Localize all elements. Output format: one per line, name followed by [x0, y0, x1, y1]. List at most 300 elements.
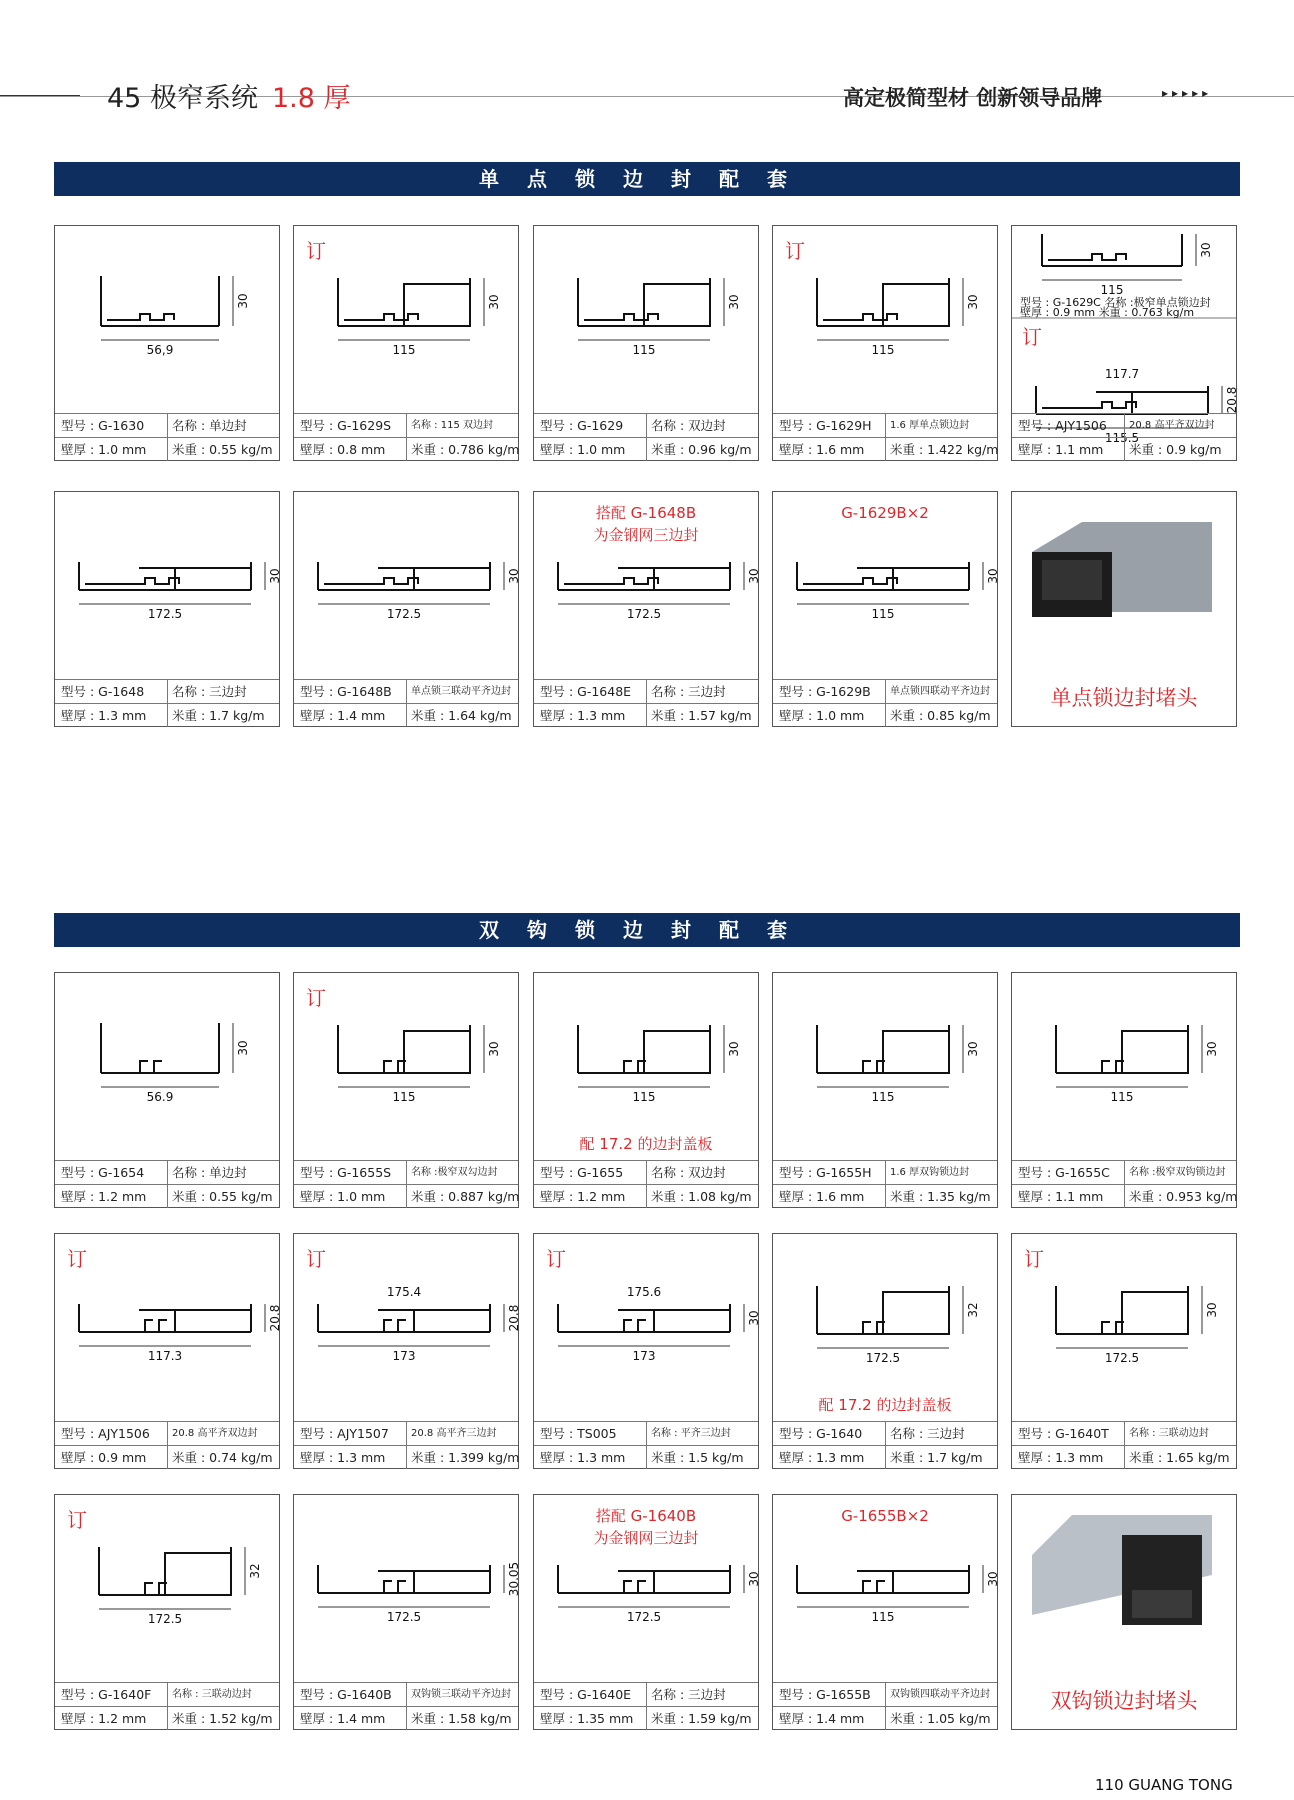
profile-drawing: [99, 1547, 231, 1595]
width-dimension: 117.3: [147, 1349, 183, 1363]
width-dimension: 115: [871, 607, 895, 621]
brand-slogan: 高定极简型材 创新领导品牌: [843, 86, 1103, 110]
profile-drawing: [1056, 1025, 1188, 1073]
product-card: [772, 225, 998, 461]
page-footer: 110 GUANG TONG: [1095, 1776, 1233, 1794]
end-cap-photo: [1032, 1515, 1212, 1625]
wall-cell: 壁厚 : 1.2 mm: [61, 1189, 147, 1204]
hook-rib: [624, 1320, 632, 1332]
profile-figure: [55, 1234, 282, 1422]
name-cell: 名称 : 单边封: [167, 1161, 279, 1184]
name-cell: 名称 : 单边封: [167, 414, 279, 437]
dimension-lines: [817, 1025, 963, 1087]
weight-cell: 米重 : 0.55 kg/m: [167, 1185, 279, 1208]
match-note-line: 搭配 G-1640B: [595, 1507, 697, 1525]
profile-drawing: [338, 278, 470, 326]
weight-cell: 米重 : 1.65 kg/m: [1124, 1446, 1236, 1469]
name-cell: 双钩锁四联动平齐边封: [885, 1683, 997, 1706]
wall-cell: 壁厚 : 1.6 mm: [779, 442, 865, 457]
profile-drawing: [318, 1565, 490, 1593]
match-note-line: G-1655B×2: [841, 1507, 929, 1525]
profile-drawing: [578, 1025, 710, 1073]
height-dimension: 30: [236, 293, 250, 309]
match-note: [534, 502, 758, 546]
profile-drawing: [558, 1304, 730, 1332]
dimension-lines: [578, 1025, 724, 1087]
name-cell: 名称 : 三边封: [885, 1422, 997, 1445]
hook-rib: [154, 1061, 162, 1073]
wall-cell: 壁厚 : 1.4 mm: [300, 1711, 386, 1726]
secondary-dimension: 175.4: [386, 1285, 422, 1299]
spec-table: [55, 1682, 279, 1729]
hook-rib: [159, 1320, 167, 1332]
weight-cell: 米重 : 0.96 kg/m: [646, 438, 758, 461]
profile-figure: [294, 492, 521, 680]
order-mark: 订: [306, 986, 326, 1010]
order-mark: 订: [67, 1508, 87, 1532]
lock-ribs: [107, 314, 174, 320]
spec-table: [55, 1160, 279, 1207]
profile-figure: [294, 1495, 521, 1683]
hook-rib: [624, 1061, 632, 1073]
width-dimension: 172.5: [626, 1610, 662, 1624]
wall-cell: 壁厚 : 1.4 mm: [779, 1711, 865, 1726]
dimension-lines: [338, 1025, 484, 1087]
name-cell: 1.6 厚双钩锁边封: [885, 1161, 997, 1184]
product-card: [1011, 491, 1237, 727]
wall-cell: 壁厚 : 1.3 mm: [300, 1450, 386, 1465]
dimension-lines: [338, 278, 484, 340]
weight-cell: 米重 : 1.64 kg/m: [406, 704, 518, 727]
profile-drawing: [558, 1565, 730, 1593]
profile-figure: [773, 973, 997, 1161]
name-cell: 名称 : 115 双边封: [406, 414, 518, 437]
wall-cell: 壁厚 : 1.4 mm: [300, 708, 386, 723]
width-dimension: 115: [632, 1090, 656, 1104]
model-cell: 型号 : G-1629H: [779, 418, 872, 433]
model-cell: 型号 : G-1640F: [61, 1687, 152, 1702]
name-cell: 名称 : 三边封: [167, 680, 279, 703]
hook-rib: [863, 1581, 871, 1593]
name-cell: 名称 : 平齐三边封: [646, 1422, 758, 1445]
product-card: [293, 1233, 519, 1469]
product-card: [1011, 1233, 1237, 1469]
spec-table: [55, 679, 279, 726]
spec-table: [534, 1682, 758, 1729]
product-card: [54, 1494, 280, 1730]
width-dimension: 172.5: [626, 607, 662, 621]
profile-chamber: [404, 1031, 470, 1073]
height-dimension: 30: [1199, 242, 1213, 258]
product-card: [293, 1494, 519, 1730]
model-cell: 型号 : G-1630: [61, 418, 145, 433]
weight-cell: 米重 : 1.35 kg/m: [885, 1185, 997, 1208]
height-dimension: 20.8: [1225, 386, 1239, 414]
spec-table: [294, 679, 518, 726]
wall-cell: 壁厚 : 1.3 mm: [540, 1450, 626, 1465]
arrow-decoration-icon: ▸▸▸▸▸: [1162, 86, 1213, 100]
series-name: 45 极窄系统: [107, 83, 258, 114]
match-note-line: 为金钢网三边封: [593, 526, 699, 544]
width-dimension: 172.5: [865, 1351, 901, 1365]
profile-drawing: [1056, 1286, 1188, 1334]
secondary-dimension: 117.7: [1104, 367, 1140, 381]
name-cell: 名称 : 双边封: [646, 1161, 758, 1184]
profile-outline: [101, 1023, 219, 1073]
weight-cell: 米重 : 1.58 kg/m: [406, 1707, 518, 1730]
spec-table: [534, 413, 758, 460]
wall-cell: 壁厚 : 1.0 mm: [61, 442, 147, 457]
lock-ribs: [1048, 254, 1126, 260]
product-card: [54, 972, 280, 1208]
weight-cell: 米重 : 0.953 kg/m: [1124, 1185, 1237, 1208]
product-card: [54, 1233, 280, 1469]
profile-figure: [1012, 973, 1236, 1161]
height-dimension: 20.8: [268, 1304, 282, 1332]
weight-cell: 米重 : 1.422 kg/m: [885, 438, 998, 461]
dimension-lines: [1056, 1025, 1202, 1087]
width-dimension: 173: [632, 1349, 656, 1363]
match-note-line: 配 17.2 的边封盖板: [579, 1135, 713, 1153]
spec-table: [294, 1421, 518, 1468]
spec-table: [773, 1682, 997, 1729]
dimension-lines: [1042, 234, 1196, 280]
wall-cell: 壁厚 : 0.8 mm: [300, 442, 386, 457]
profile-figure: [294, 973, 518, 1161]
height-dimension: 30: [1205, 1041, 1219, 1057]
weight-cell: 米重 : 0.74 kg/m: [167, 1446, 279, 1469]
end-cap-caption: 单点锁边封堵头: [1050, 686, 1198, 710]
profile-outline: [1042, 234, 1182, 266]
height-dimension: 30: [487, 1041, 501, 1057]
profile-drawing: [578, 278, 710, 326]
product-card: [293, 491, 519, 727]
page-title: [107, 76, 350, 115]
hook-rib: [384, 1061, 392, 1073]
order-mark: 订: [67, 1247, 87, 1271]
model-cell: 型号 : G-1648E: [540, 684, 632, 699]
width-dimension: 56.9: [146, 1090, 174, 1104]
height-dimension: 30: [986, 568, 1000, 584]
profile-figure: [1012, 1234, 1236, 1422]
model-cell: 型号 : G-1655S: [300, 1165, 392, 1180]
profile-chamber: [404, 284, 470, 326]
height-dimension: 32: [248, 1563, 262, 1579]
product-card: [772, 972, 998, 1208]
profile-drawing: [79, 562, 251, 590]
width-dimension: 172.5: [1104, 1351, 1140, 1365]
profile-chamber: [1122, 1031, 1188, 1073]
height-dimension: 30.05: [507, 1561, 521, 1597]
profile-figure: [55, 973, 279, 1161]
order-mark: 订: [546, 1247, 566, 1271]
wall-cell: 壁厚 : 0.9 mm: [61, 1450, 147, 1465]
dimension-lines: [578, 278, 724, 340]
height-dimension: 30: [986, 1571, 1000, 1587]
match-note-line: G-1629B×2: [841, 504, 929, 522]
profile-outline: [79, 1304, 251, 1332]
height-dimension: 30: [966, 1041, 980, 1057]
product-card: [293, 225, 519, 461]
spec-table: [534, 679, 758, 726]
profile-drawing: [101, 1023, 219, 1073]
lock-ribs: [324, 578, 418, 584]
wall-cell: 壁厚 : 1.3 mm: [1018, 1450, 1104, 1465]
height-dimension: 30: [747, 568, 761, 584]
product-card: [533, 491, 759, 727]
profile-drawing: [817, 1286, 949, 1334]
order-mark: 订: [1022, 325, 1042, 349]
profile-outline: [318, 562, 490, 590]
height-dimension: 30: [727, 294, 741, 310]
match-note: [534, 1505, 758, 1549]
model-cell: 型号 : G-1648: [61, 684, 145, 699]
hook-rib: [863, 1061, 871, 1073]
profile-chamber: [883, 1292, 949, 1334]
lock-ribs: [85, 578, 179, 584]
profile-figure: [773, 226, 997, 414]
width-dimension: 115: [871, 1090, 895, 1104]
height-dimension: 30: [507, 568, 521, 584]
model-cell: 型号 : G-1655: [540, 1165, 624, 1180]
wall-cell: 壁厚 : 1.0 mm: [300, 1189, 386, 1204]
hook-rib: [638, 1320, 646, 1332]
wall-cell: 壁厚 : 1.1 mm: [1018, 442, 1104, 457]
sub-card-info: [1020, 295, 1211, 319]
wall-cell: 壁厚 : 1.0 mm: [540, 442, 626, 457]
section-title-single: 单点锁边封配套: [54, 162, 1240, 196]
weight-cell: 米重 : 1.7 kg/m: [885, 1446, 997, 1469]
product-card: [293, 972, 519, 1208]
dimension-lines: [817, 278, 963, 340]
width-dimension: 172.5: [386, 607, 422, 621]
height-dimension: 30: [236, 1040, 250, 1056]
profile-outline: [318, 1565, 490, 1593]
hook-rib: [398, 1581, 406, 1593]
weight-cell: 米重 : 1.399 kg/m: [406, 1446, 519, 1469]
height-dimension: 30: [747, 1310, 761, 1326]
wall-cell: 壁厚 : 1.3 mm: [540, 708, 626, 723]
dimension-lines: [1056, 1286, 1202, 1348]
end-cap-caption: 双钩锁边封堵头: [1050, 1689, 1198, 1713]
profile-chamber: [883, 284, 949, 326]
product-card: [533, 225, 759, 461]
order-mark: 订: [1024, 1247, 1044, 1271]
height-dimension: 20.8: [507, 1304, 521, 1332]
spec-table: [1012, 1421, 1236, 1468]
name-cell: 名称 :极窄双钩锁边封: [1124, 1161, 1236, 1184]
profile-figure: [534, 1234, 761, 1422]
width-dimension: 115: [871, 1610, 895, 1624]
hook-rib: [384, 1581, 392, 1593]
height-dimension: 30: [268, 568, 282, 584]
weight-cell: 米重 : 1.57 kg/m: [646, 704, 758, 727]
hook-rib: [140, 1061, 148, 1073]
name-cell: 单点锁三联动平齐边封: [406, 680, 518, 703]
weight-cell: 米重 : 0.85 kg/m: [885, 704, 997, 727]
profile-chamber: [644, 1031, 710, 1073]
name-cell: 1.6 厚单点锁边封: [885, 414, 997, 437]
weight-cell: 米重 : 0.786 kg/m: [406, 438, 519, 461]
dimension-lines: [101, 276, 233, 340]
product-card: [533, 1233, 759, 1469]
wall-cell: 壁厚 : 1.2 mm: [540, 1189, 626, 1204]
height-dimension: 30: [487, 294, 501, 310]
profile-drawing: [318, 562, 490, 590]
profile-drawing: [101, 276, 219, 326]
weight-cell: 米重 : 1.7 kg/m: [167, 704, 279, 727]
model-cell: 型号 : AJY1506: [1018, 418, 1107, 433]
profile-outline: [797, 1565, 969, 1593]
lock-ribs: [823, 314, 897, 320]
name-cell: 20.8 高平齐双边封: [167, 1422, 279, 1445]
profile-outline: [558, 1565, 730, 1593]
profile-figure: [55, 226, 279, 414]
dimension-lines: [817, 1286, 963, 1348]
match-note: [534, 1133, 758, 1155]
section-title-double: 双钩锁边封配套: [54, 913, 1240, 947]
profile-chamber: [165, 1553, 231, 1595]
weight-cell: 米重 : 1.5 kg/m: [646, 1446, 758, 1469]
model-cell: 型号 : G-1640B: [300, 1687, 392, 1702]
profile-figure: [294, 226, 518, 414]
weight-cell: 米重 : 1.05 kg/m: [885, 1707, 997, 1730]
profile-outline: [558, 562, 730, 590]
spec-table: [534, 1421, 758, 1468]
profile-outline: [1036, 386, 1208, 414]
lock-ribs: [1042, 402, 1136, 408]
product-card: [772, 491, 998, 727]
profile-drawing: [817, 1025, 949, 1073]
hook-rib: [145, 1320, 153, 1332]
weight-cell: 米重 : 1.08 kg/m: [646, 1185, 758, 1208]
order-mark: 订: [306, 239, 326, 263]
spec-table: [55, 413, 279, 460]
spec-table: [1012, 413, 1236, 460]
wall-cell: 壁厚 : 1.35 mm: [540, 1711, 634, 1726]
hook-rib: [145, 1583, 153, 1595]
profile-drawing: [797, 562, 969, 590]
spec-table: [294, 413, 518, 460]
profile-outline: [558, 1304, 730, 1332]
profile-drawing: [338, 1025, 470, 1073]
wall-cell: 壁厚 : 1.2 mm: [61, 1711, 147, 1726]
profile-drawing: [817, 278, 949, 326]
model-cell: 型号 : G-1654: [61, 1165, 145, 1180]
product-card: [772, 1233, 998, 1469]
profile-figure: [534, 226, 758, 414]
model-cell: 型号 : G-1640: [779, 1426, 863, 1441]
model-cell: 型号 : G-1629: [540, 418, 624, 433]
width-dimension: 172.5: [147, 607, 183, 621]
weight-cell: 米重 : 1.52 kg/m: [167, 1707, 279, 1730]
spec-table: [773, 1421, 997, 1468]
name-cell: 名称 : 三边封: [646, 1683, 758, 1706]
product-card: [1011, 1494, 1237, 1730]
secondary-dimension: 175.6: [626, 1285, 662, 1299]
profile-figure: [55, 492, 282, 680]
lock-ribs: [803, 578, 897, 584]
profile-outline: [797, 562, 969, 590]
hook-rib: [877, 1581, 885, 1593]
height-dimension: 30: [747, 1571, 761, 1587]
width-dimension: 115: [1110, 1090, 1134, 1104]
profile-drawing: [1036, 386, 1208, 414]
wall-cell: 壁厚 : 1.3 mm: [779, 1450, 865, 1465]
weight-cell: 米重 : 1.59 kg/m: [646, 1707, 758, 1730]
dimension-lines: [99, 1547, 245, 1609]
sub-weight: 壁厚 : 0.9 mm 米重 : 0.763 kg/m: [1020, 306, 1195, 319]
profile-drawing: [558, 562, 730, 590]
product-card: [772, 1494, 998, 1730]
spec-table: [773, 1160, 997, 1207]
name-cell: 名称 : 三联动边封: [1124, 1422, 1236, 1445]
profile-figure: [1012, 492, 1236, 680]
product-card: [54, 225, 280, 461]
width-dimension: 172.5: [386, 1610, 422, 1624]
match-note: [773, 502, 997, 524]
hook-rib: [1102, 1322, 1110, 1334]
profile-chamber: [883, 1031, 949, 1073]
match-note-line: 配 17.2 的边封盖板: [818, 1396, 952, 1414]
spec-table: [534, 1160, 758, 1207]
width-dimension: 173: [392, 1349, 416, 1363]
profile-drawing: [1042, 234, 1182, 266]
profile-outline: [318, 1304, 490, 1332]
profile-figure: [1012, 1495, 1236, 1683]
width-dimension: 115: [632, 343, 656, 357]
width-dimension: 115.5: [1104, 431, 1140, 445]
profile-chamber: [1122, 1292, 1188, 1334]
model-cell: 型号 : G-1655B: [779, 1687, 871, 1702]
match-note: [773, 1394, 997, 1416]
name-cell: 名称 : 三联动边封: [167, 1683, 279, 1706]
width-dimension: 115: [871, 343, 895, 357]
height-dimension: 30: [727, 1041, 741, 1057]
end-cap-photo: [1032, 522, 1212, 617]
wall-cell: 壁厚 : 1.0 mm: [779, 708, 865, 723]
width-dimension: 56,9: [146, 343, 174, 357]
profile-outline: [101, 276, 219, 326]
hook-rib: [384, 1320, 392, 1332]
match-note-line: 搭配 G-1648B: [595, 504, 697, 522]
product-card: [54, 491, 280, 727]
model-cell: 型号 : G-1640T: [1018, 1426, 1109, 1441]
model-cell: 型号 : G-1629B: [779, 684, 871, 699]
hook-rib: [624, 1581, 632, 1593]
order-mark: 订: [306, 1247, 326, 1271]
wall-cell: 壁厚 : 1.1 mm: [1018, 1189, 1104, 1204]
model-cell: 型号 : G-1640E: [540, 1687, 632, 1702]
name-cell: 名称 :极窄双勾边封: [406, 1161, 518, 1184]
order-mark: 订: [785, 239, 805, 263]
spec-table: [294, 1160, 518, 1207]
name-cell: 单点锁四联动平齐边封: [885, 680, 997, 703]
profile-figure: [294, 1234, 521, 1422]
spec-table: [773, 679, 997, 726]
lock-ribs: [584, 314, 658, 320]
lock-ribs: [564, 578, 658, 584]
name-cell: 名称 : 三边封: [646, 680, 758, 703]
model-cell: 型号 : AJY1507: [300, 1426, 389, 1441]
sub-model: 型号 : G-1629C 名称 :极窄单点锁边封: [1020, 296, 1211, 309]
hook-rib: [863, 1322, 871, 1334]
profile-drawing: [318, 1304, 490, 1332]
name-cell: 20.8 高平齐双边封: [1124, 414, 1236, 437]
weight-cell: 米重 : 0.55 kg/m: [167, 438, 279, 461]
name-cell: 名称 : 双边封: [646, 414, 758, 437]
weight-cell: 米重 : 0.887 kg/m: [406, 1185, 519, 1208]
